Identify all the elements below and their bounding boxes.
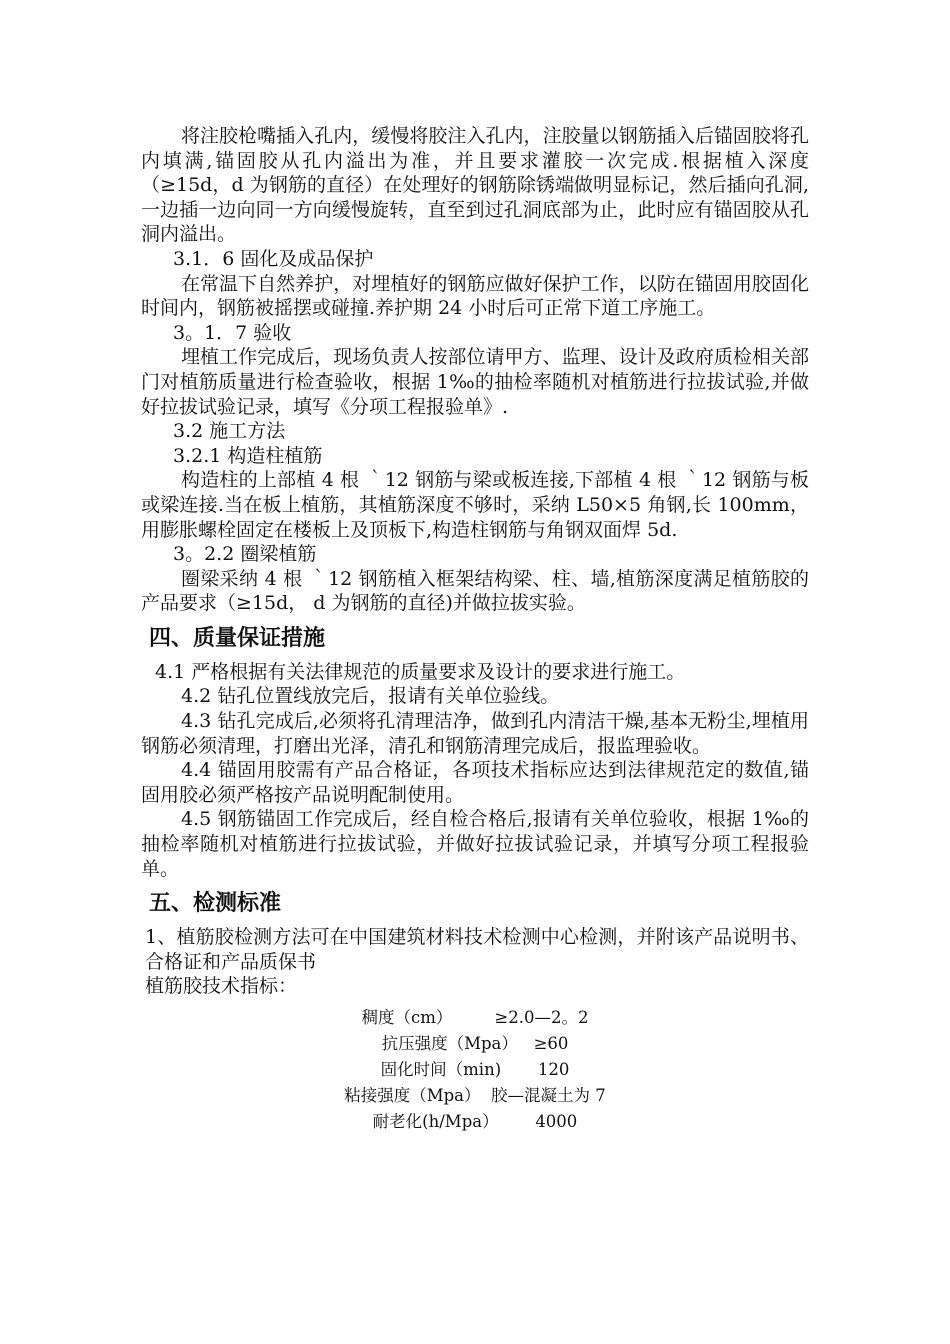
paragraph-acceptance: 埋植工作完成后，现场负责人按部位请甲方、监理、设计及政府质检相关部门对植筋质量进行检查验收，根据 1‰的抽检率随机对植筋进行拉拔试验,并做好拉拔试验记录，填写《分项工程报验单》. [141, 346, 809, 418]
spec-title: 植筋胶技术指标： [145, 975, 298, 998]
section-title-quality: 四、质量保证措施 [149, 624, 326, 651]
spec-name: 耐老化(h/Mpa） [372, 1112, 499, 1131]
spec-table [141, 1005, 809, 1135]
document-body [141, 124, 809, 1135]
spec-row-compressive-strength [141, 1031, 809, 1057]
spec-name: 粘接强度（Mpa） [344, 1086, 481, 1105]
heading-3-2-1: 3.2.1 构造柱植筋 [173, 444, 323, 467]
paragraph-4-1: 4.1 严格根据有关法律规范的质量要求及设计的要求进行施工。 [155, 660, 686, 683]
spec-value: 120 [537, 1060, 570, 1079]
spec-row-curing-time [141, 1057, 809, 1083]
paragraph-curing: 在常温下自然养护，对埋植好的钢筋应做好保护工作，以防在锚固用胶固化时间内，钢筋被摇摆或碰撞.养护期 24 小时后可正常下道工序施工。 [141, 272, 809, 320]
spec-name: 稠度（cm） [361, 1008, 453, 1027]
paragraph-column-rebar: 构造柱的上部植 4 根 ｀12 钢筋与梁或板连接,下部植 4 根 ｀12 钢筋与板或梁连接.当在板上植筋，其植筋深度不够时，采纳 L50×5 角钢,长 100mm，用膨胀螺栓固定在楼板上及顶板下,构造柱钢筋与角钢双面焊 5d. [141, 469, 809, 541]
paragraph-testing-method: 1、植筋胶检测方法可在中国建筑材料技术检测中心检测，并附该产品说明书、合格证和产品质保书 [145, 926, 809, 973]
spec-value: 4000 [535, 1112, 578, 1131]
spec-row-consistency [141, 1005, 809, 1031]
spec-value: ≥60 [533, 1034, 569, 1053]
section-title-testing: 五、检测标准 [149, 890, 282, 917]
heading-3-2: 3.2 施工方法 [173, 420, 286, 443]
paragraph-4-5: 4.5 钢筋锚固工作完成后，经自检合格后,报请有关单位验收，根据 1‰的抽检率随机对植筋进行拉拔试验，并做好拉拔试验记录，并填写分项工程报验单。 [141, 808, 809, 880]
heading-3-1-6: 3.1．6 固化及成品保护 [173, 247, 374, 270]
paragraph-4-2: 4.2 钻孔位置线放完后，报请有关单位验线。 [181, 685, 560, 708]
paragraph-ring-beam-rebar: 圈梁采纳 4 根 ｀12 钢筋植入框架结构梁、柱、墙,植筋深度满足植筋胶的产品要求（≥15d， d 为钢筋的直径)并做拉拔实验。 [141, 567, 809, 615]
spec-row-aging-resistance [141, 1109, 809, 1135]
paragraph-4-4: 4.4 锚固用胶需有产品合格证，各项技术指标应达到法律规范定的数值,锚固用胶必须严格按产品说明配制使用。 [141, 759, 809, 806]
spec-name: 固化时间（min) [380, 1060, 502, 1079]
spec-row-bond-strength [141, 1083, 809, 1109]
heading-3-1-7: 3。1．7 验收 [173, 321, 292, 344]
spec-value: ≥2.0—2。2 [494, 1008, 589, 1027]
spec-value: 胶—混凝土为 7 [491, 1086, 606, 1105]
paragraph-glue-injection: 将注胶枪嘴插入孔内，缓慢将胶注入孔内，注胶量以钢筋插入后锚固胶将孔内填满,锚固胶从孔内溢出为准，并且要求灌胶一次完成.根据植入深度（≥15d，d 为钢筋的直径）在处理好的钢筋除锈端做明显标记，然后插向孔洞,一边插一边向同一方向缓慢旋转，直至到过孔洞底部为止，此时应有锚固胶从孔洞内溢出。 [141, 125, 809, 246]
heading-3-2-2: 3。2.2 圈梁植筋 [173, 543, 317, 566]
spec-name: 抗压强度（Mpa） [381, 1034, 518, 1053]
paragraph-4-3: 4.3 钻孔完成后,必须将孔清理洁净，做到孔内清洁干燥,基本无粉尘,埋植用钢筋必须清理，打磨出光泽，清孔和钢筋清理完成后，报监理验收。 [141, 710, 809, 757]
